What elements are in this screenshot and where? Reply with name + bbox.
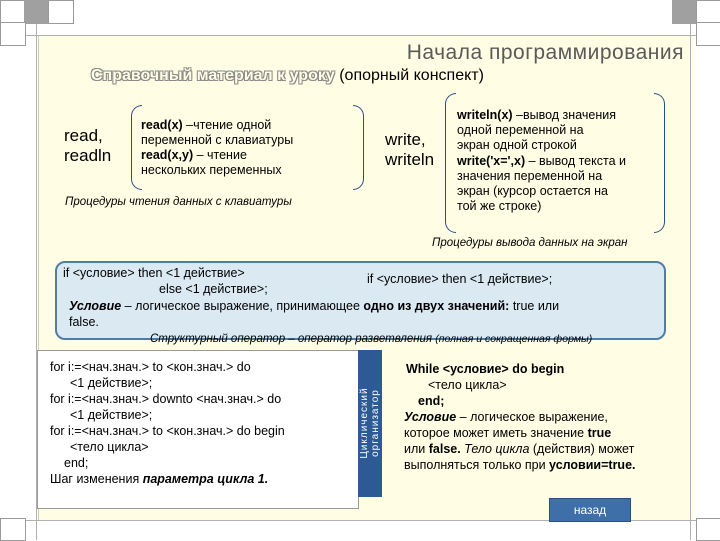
read-description (141, 118, 356, 178)
write-line: writeln(x) –вывод значения (457, 108, 616, 122)
deco-square (24, 0, 50, 24)
deco-square (696, 22, 720, 46)
write-description (457, 108, 657, 214)
if-condition-text: Условие – логическое выражение, принимающее одно из двух значений: true или (69, 299, 560, 313)
deco-square (696, 0, 720, 24)
while-desc: или false. Тело цикла (действия) может (404, 442, 635, 456)
write-line: write('x=',x) – вывод текста и (457, 153, 626, 168)
read-line: переменной с клавиатуры (141, 133, 294, 147)
write-line: значения переменной на (457, 168, 603, 183)
if-statement-box (55, 261, 666, 340)
while-line1: While <условие> do begin (406, 362, 565, 376)
while-line2: <тело цикла> (428, 378, 507, 392)
if-full-line1: if <условие> then <1 действие> (63, 266, 245, 280)
read-line: read(x,y) – чтение (141, 148, 247, 162)
deco-square (48, 0, 74, 24)
keyword-writeln: writeln (385, 150, 435, 169)
write-keywords (385, 130, 434, 170)
subtitle-main: Справочный материал к уроку (91, 67, 335, 84)
if-condition-tail: false. (69, 315, 99, 329)
for-line: <1 действие>; (70, 376, 153, 390)
keyword-write: write, (385, 130, 426, 149)
for-line: <тело цикла> (70, 440, 149, 454)
deco-square (672, 0, 698, 24)
write-line: экран (курсор остается на (457, 184, 608, 199)
slide-subtitle (91, 67, 484, 85)
if-caption: Структурный оператор – оператор разветвления (полная и сокращенная формы) (150, 333, 593, 345)
while-desc: которое может иметь значение true (404, 426, 612, 440)
deco-square (0, 518, 26, 541)
while-line3: end; (418, 394, 445, 408)
write-caption: Процедуры вывода данных на экран (432, 237, 628, 249)
back-button[interactable]: назад (549, 498, 631, 522)
for-line: <1 действие>; (70, 408, 153, 422)
deco-square (0, 22, 26, 46)
if-short-form: if <условие> then <1 действие>; (367, 272, 553, 286)
write-line: одной переменной на (457, 123, 584, 138)
while-desc: выполняться только при условии=true. (404, 458, 636, 472)
read-line: read(x) –чтение одной (141, 118, 272, 132)
frame-line-top (0, 35, 720, 36)
while-desc: Условие – логическое выражение, (404, 410, 608, 424)
write-line: той же строке) (457, 199, 542, 214)
subtitle-extra: (опорный конспект) (339, 67, 484, 84)
write-bracket-left (445, 93, 456, 233)
cycle-organizer-label: Циклический организатор (358, 350, 382, 497)
frame-line-right (690, 0, 691, 540)
for-line: for i:=<нач.знач.> downto <нач.знач.> do (50, 392, 282, 406)
if-full-line2: else <1 действие>; (159, 282, 268, 296)
read-keywords (64, 126, 111, 166)
for-loop-box (37, 350, 359, 509)
keyword-readln: readln (64, 146, 112, 165)
read-caption: Процедуры чтения данных с клавиатуры (65, 196, 292, 208)
keyword-read: read, (64, 126, 103, 145)
write-line: экран одной строкой (457, 138, 577, 153)
for-line: end; (64, 456, 89, 470)
for-step-text: Шаг изменения параметра цикла 1. (50, 472, 269, 486)
while-loop-block (398, 355, 688, 490)
deco-square (696, 518, 720, 541)
read-line: нескольких переменных (141, 163, 282, 177)
slide-title: Начала программирования (406, 41, 684, 64)
for-line: for i:=<нач.знач.> to <кон.знач.> do (50, 360, 251, 374)
for-line: for i:=<нач.знач.> to <кон.знач.> do begin (50, 424, 285, 438)
deco-square (0, 0, 26, 24)
